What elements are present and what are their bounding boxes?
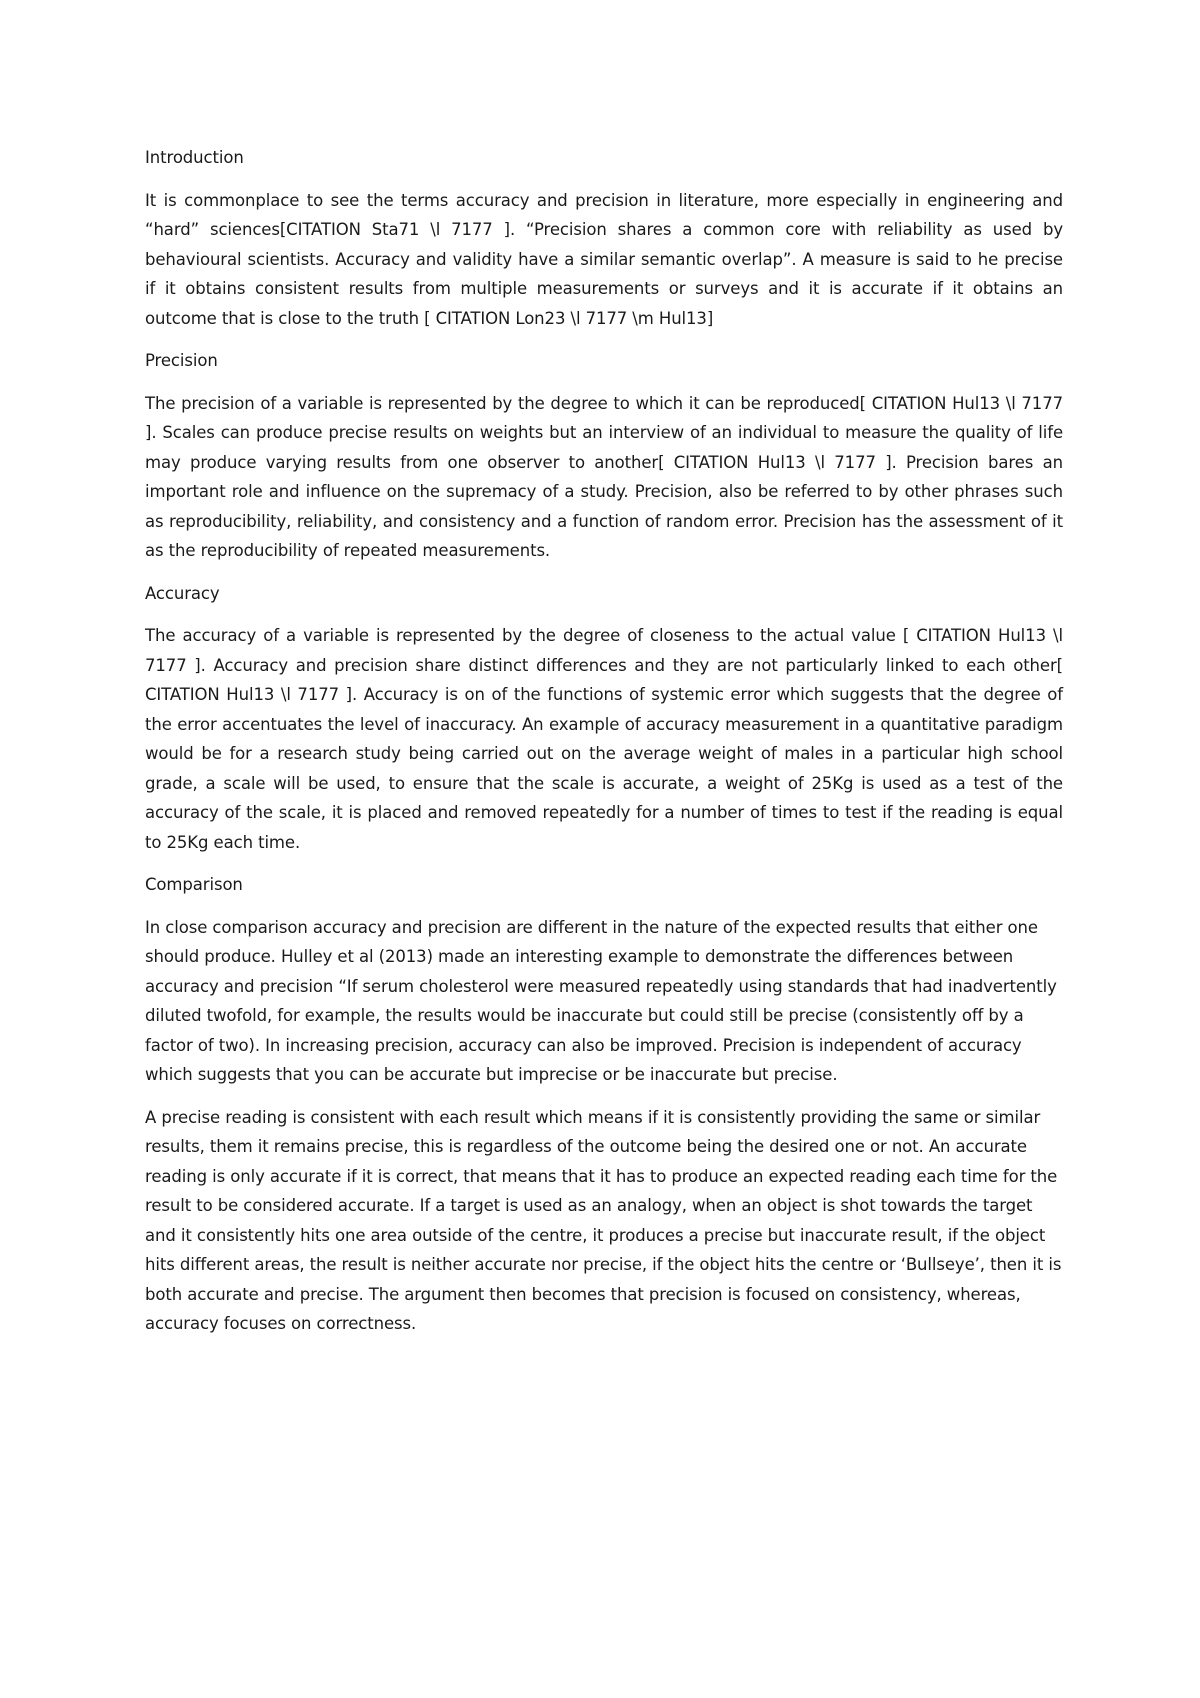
comparison-paragraph-1: In close comparison accuracy and precision are different in the nature of the expected results that either one should produce. Hulley et al (2013) made an interesting example to demonstrate the differences between accuracy and precision “If serum cholesterol were measured repeatedly using standards that had inadvertently diluted twofold, for example, the results would be inaccurate but could still be precise (consistently off by a factor of two). In increasing precision, accuracy can also be improved. Precision is independent of accuracy which suggests that you can be accurate but imprecise or be inaccurate but precise. (145, 917, 1057, 1084)
accuracy-paragraph: The accuracy of a variable is represented by the degree of closeness to the actual value [ CITATION Hul13 \l 7177 ]. Accuracy and precision share distinct differences and they are not particularly linked to each other[ CITATION Hul13 \l 7177 ]. Accuracy is on of the functions of systemic error which suggests that the degree of the error accentuates the level of inaccuracy. An example of accuracy measurement in a quantitative paradigm would be for a research study being carried out on the average weight of males in a particular high school grade, a scale will be used, to ensure that the scale is accurate, a weight of 25Kg is used as a test of the accuracy of the scale, it is placed and removed repeatedly for a number of times to test if the reading is equal to 25Kg each time. (145, 626, 1063, 852)
introduction-paragraph: It is commonplace to see the terms accuracy and precision in literature, more especially in engineering and “hard” sciences[CITATION Sta71 \l 7177 ]. “Precision shares a common core with reliability as used by behavioural scientists. Accuracy and validity have a similar semantic overlap”. A measure is said to he precise if it obtains consistent results from multiple measurements or surveys and it is accurate if it obtains an outcome that is close to the truth [ CITATION Lon23 \l 7177 \m Hul13] (145, 190, 1063, 328)
section-heading-precision: Precision (145, 351, 218, 370)
document-body (145, 143, 1063, 1352)
section-heading-comparison: Comparison (145, 875, 243, 894)
comparison-paragraph-2: A precise reading is consistent with each result which means if it is consistently providing the same or similar results, them it remains precise, this is regardless of the outcome being the desired one or not. An accurate reading is only accurate if it is correct, that means that it has to produce an expected reading each time for the result to be considered accurate. If a target is used as an analogy, when an object is shot towards the target and it consistently hits one area outside of the centre, it produces a precise but inaccurate result, if the object hits different areas, the result is neither accurate nor precise, if the object hits the centre or ‘Bullseye’, then it is both accurate and precise. The argument then becomes that precision is focused on consistency, whereas, accuracy focuses on correctness. (145, 1107, 1062, 1333)
section-heading-accuracy: Accuracy (145, 583, 220, 603)
precision-paragraph: The precision of a variable is represented by the degree to which it can be reproduced[ CITATION Hul13 \l 7177 ]. Scales can produce precise results on weights but an interview of an individual to measure the quality of life may produce varying results from one observer to another[ CITATION Hul13 \l 7177 ]. Precision bares an important role and influence on the supremacy of a study. Precision, also be referred to by other phrases such as reproducibility, reliability, and consistency and a function of random error. Precision has the assessment of it as the reproducibility of repeated measurements. (145, 393, 1063, 560)
section-heading-introduction: Introduction (145, 148, 244, 167)
